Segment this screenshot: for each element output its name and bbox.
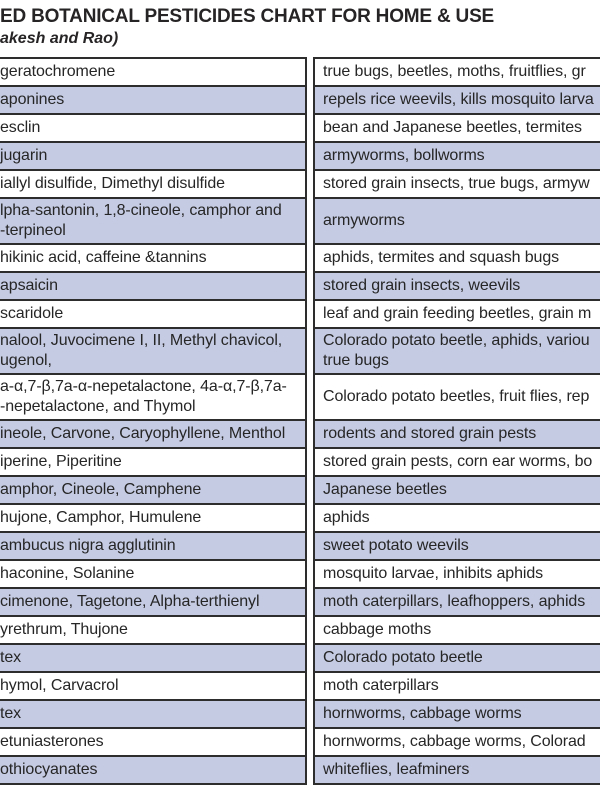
compound-cell: hikinic acid, caffeine &tannins <box>0 249 207 266</box>
compound-cell: geratochromene <box>0 63 116 80</box>
table-row-targets <box>315 477 600 505</box>
table-row-targets <box>315 505 600 533</box>
compound-column <box>0 57 307 785</box>
table-row-compound <box>0 701 305 729</box>
table-row-targets <box>315 533 600 561</box>
table-row-compound <box>0 87 305 115</box>
table-row-targets <box>315 421 600 449</box>
table-row-compound <box>0 273 305 301</box>
table-row-compound <box>0 729 305 757</box>
compound-cell: hujone, Camphor, Humulene <box>0 509 202 526</box>
compound-cell: tex <box>0 705 22 722</box>
table-row-targets <box>315 561 600 589</box>
compound-cell: amphor, Cineole, Camphene <box>0 481 202 498</box>
table-row-compound <box>0 245 305 273</box>
targets-cell: Japanese beetles <box>323 481 447 498</box>
table-row-compound <box>0 301 305 329</box>
targets-cell: true bugs, beetles, moths, fruitflies, gr <box>323 63 586 80</box>
targets-cell: armyworms, bollworms <box>323 147 485 164</box>
targets-cell: true bugs <box>323 352 389 369</box>
table-row-compound <box>0 375 305 421</box>
compound-cell: lpha-santonin, 1,8-cineole, camphor and <box>0 202 282 219</box>
targets-cell: hornworms, cabbage worms, Colorad <box>323 733 586 750</box>
compound-cell: -terpineol <box>0 222 66 239</box>
table-row-compound <box>0 421 305 449</box>
targets-cell: leaf and grain feeding beetles, grain m <box>323 305 592 322</box>
table-row-compound <box>0 533 305 561</box>
compound-cell: -nepetalactone, and Thymol <box>0 398 196 415</box>
table-row-targets <box>315 673 600 701</box>
compound-cell: esclin <box>0 119 41 136</box>
compound-cell: scaridole <box>0 305 64 322</box>
targets-cell: cabbage moths <box>323 621 432 638</box>
compound-cell: etuniasterones <box>0 733 104 750</box>
compound-cell: aponines <box>0 91 65 108</box>
table-row-targets <box>315 449 600 477</box>
table-row-compound <box>0 645 305 673</box>
table-row-targets <box>315 701 600 729</box>
targets-cell: stored grain insects, true bugs, armyw <box>323 175 590 192</box>
table-row-compound <box>0 561 305 589</box>
table-row-targets <box>315 617 600 645</box>
compound-cell: iperine, Piperitine <box>0 453 122 470</box>
table-row-compound <box>0 59 305 87</box>
compound-cell: haconine, Solanine <box>0 565 135 582</box>
compound-cell: ambucus nigra agglutinin <box>0 537 176 554</box>
table-row-compound <box>0 143 305 171</box>
table-row-compound <box>0 589 305 617</box>
compound-cell: apsaicin <box>0 277 58 294</box>
targets-cell: bean and Japanese beetles, termites <box>323 119 582 136</box>
targets-cell: mosquito larvae, inhibits aphids <box>323 565 544 582</box>
targets-cell: Colorado potato beetle, aphids, variou <box>323 332 590 349</box>
table-row-compound <box>0 329 305 375</box>
targets-cell: rodents and stored grain pests <box>323 425 537 442</box>
targets-cell: moth caterpillars, leafhoppers, aphids <box>323 593 586 610</box>
compound-cell: nalool, Juvocimene I, II, Methyl chavicol, <box>0 332 283 349</box>
targets-cell: aphids, termites and squash bugs <box>323 249 560 266</box>
pesticides-table <box>0 57 600 785</box>
compound-cell: yrethrum, Thujone <box>0 621 128 638</box>
table-row-compound <box>0 757 305 785</box>
targets-column <box>313 57 600 785</box>
table-row-targets <box>315 301 600 329</box>
table-row-targets <box>315 757 600 785</box>
compound-cell: hymol, Carvacrol <box>0 677 119 694</box>
table-row-targets <box>315 645 600 673</box>
compound-cell: jugarin <box>0 147 48 164</box>
targets-cell: hornworms, cabbage worms <box>323 705 522 722</box>
table-row-targets <box>315 329 600 375</box>
page-subtitle: akesh and Rao) <box>0 30 119 47</box>
compound-cell: ineole, Carvone, Caryophyllene, Menthol <box>0 425 286 442</box>
table-row-compound <box>0 115 305 143</box>
table-row-targets <box>315 589 600 617</box>
targets-cell: repels rice weevils, kills mosquito larva <box>323 91 594 108</box>
targets-cell: stored grain insects, weevils <box>323 277 521 294</box>
table-row-compound <box>0 673 305 701</box>
table-row-targets <box>315 199 600 245</box>
table-row-targets <box>315 729 600 757</box>
table-row-compound <box>0 617 305 645</box>
table-row-targets <box>315 59 600 87</box>
table-row-compound <box>0 171 305 199</box>
table-row-compound <box>0 477 305 505</box>
targets-cell: Colorado potato beetles, fruit flies, rep <box>323 388 590 405</box>
targets-cell: sweet potato weevils <box>323 537 469 554</box>
compound-cell: iallyl disulfide, Dimethyl disulfide <box>0 175 225 192</box>
targets-cell: whiteflies, leafminers <box>323 761 470 778</box>
table-row-targets <box>315 273 600 301</box>
table-row-targets <box>315 245 600 273</box>
table-row-targets <box>315 375 600 421</box>
table-row-targets <box>315 143 600 171</box>
table-row-compound <box>0 505 305 533</box>
compound-cell: othiocyanates <box>0 761 98 778</box>
table-row-compound <box>0 449 305 477</box>
table-row-targets <box>315 115 600 143</box>
page-title: ED BOTANICAL PESTICIDES CHART FOR HOME & USE <box>0 6 495 27</box>
targets-cell: moth caterpillars <box>323 677 439 694</box>
table-row-targets <box>315 171 600 199</box>
table-row-targets <box>315 87 600 115</box>
compound-cell: cimenone, Tagetone, Alpha-terthienyl <box>0 593 260 610</box>
targets-cell: aphids <box>323 509 370 526</box>
targets-cell: stored grain pests, corn ear worms, bo <box>323 453 593 470</box>
compound-cell: ugenol, <box>0 352 52 369</box>
compound-cell: tex <box>0 649 22 666</box>
targets-cell: armyworms <box>323 212 405 229</box>
targets-cell: Colorado potato beetle <box>323 649 483 666</box>
compound-cell: a-α,7-β,7a-α-nepetalactone, 4a-α,7-β,7a- <box>0 378 287 395</box>
table-row-compound <box>0 199 305 245</box>
